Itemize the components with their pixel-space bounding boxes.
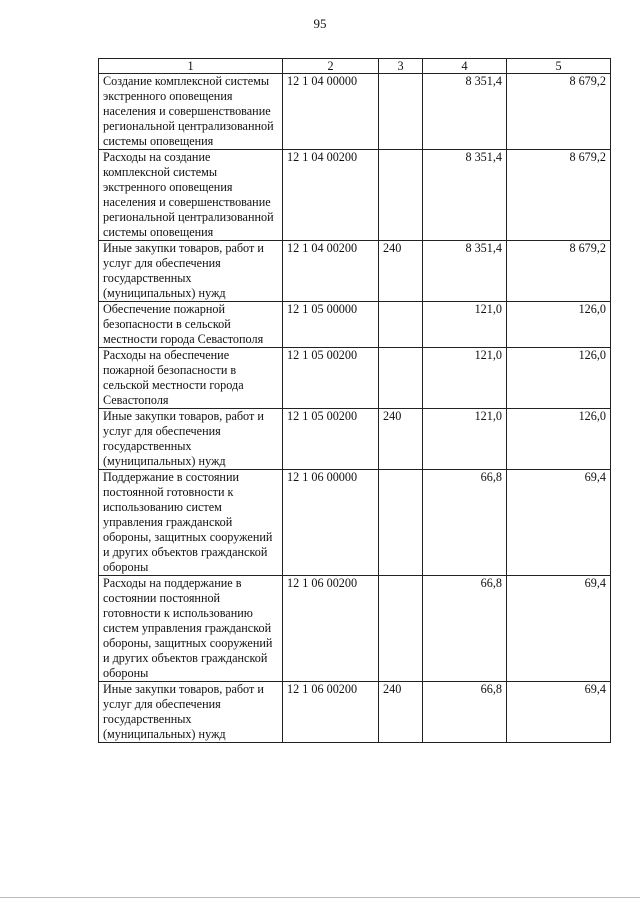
column-header: 4 xyxy=(423,59,507,74)
row-name-cell: Иные закупки товаров, работ и услуг для обеспечения государственных (муниципальных) нужд xyxy=(99,409,283,470)
row-code-cell: 12 1 05 00200 xyxy=(283,348,379,409)
row-code-cell: 12 1 04 00200 xyxy=(283,241,379,302)
row-value4-cell: 66,8 xyxy=(423,470,507,576)
budget-table xyxy=(98,58,611,743)
row-code-cell: 12 1 06 00200 xyxy=(283,682,379,743)
row-name-cell: Расходы на обеспечение пожарной безопасности в сельской местности города Севастополя xyxy=(99,348,283,409)
row-type-cell: 240 xyxy=(379,241,423,302)
row-code-cell: 12 1 06 00200 xyxy=(283,576,379,682)
row-type-cell xyxy=(379,348,423,409)
table-row xyxy=(99,576,611,682)
row-name-cell: Расходы на создание комплексной системы экстренного оповещения населения и совершенствование региональной централизованной системы оповещения xyxy=(99,150,283,241)
column-header: 2 xyxy=(283,59,379,74)
row-value5-cell: 126,0 xyxy=(507,348,611,409)
row-value5-cell: 8 679,2 xyxy=(507,150,611,241)
row-value4-cell: 121,0 xyxy=(423,302,507,348)
row-value5-cell: 69,4 xyxy=(507,576,611,682)
table-row xyxy=(99,74,611,150)
row-code-cell: 12 1 05 00200 xyxy=(283,409,379,470)
row-code-cell: 12 1 05 00000 xyxy=(283,302,379,348)
row-type-cell xyxy=(379,150,423,241)
row-type-cell xyxy=(379,74,423,150)
row-type-cell: 240 xyxy=(379,682,423,743)
table-row xyxy=(99,348,611,409)
row-value5-cell: 69,4 xyxy=(507,470,611,576)
row-type-cell xyxy=(379,302,423,348)
column-header: 5 xyxy=(507,59,611,74)
page-number: 95 xyxy=(313,16,327,31)
row-value4-cell: 121,0 xyxy=(423,348,507,409)
row-name-cell: Иные закупки товаров, работ и услуг для обеспечения государственных (муниципальных) нужд xyxy=(99,682,283,743)
row-name-cell: Иные закупки товаров, работ и услуг для обеспечения государственных (муниципальных) нужд xyxy=(99,241,283,302)
row-name-cell: Поддержание в состоянии постоянной готовности к использованию систем управления гражданской обороны, защитных сооружений и других объектов гражданской обороны xyxy=(99,470,283,576)
row-value4-cell: 8 351,4 xyxy=(423,241,507,302)
table-row xyxy=(99,150,611,241)
row-type-cell: 240 xyxy=(379,409,423,470)
row-name-cell: Создание комплексной системы экстренного оповещения населения и совершенствование региональной централизованной системы оповещения xyxy=(99,74,283,150)
row-value4-cell: 66,8 xyxy=(423,576,507,682)
row-value5-cell: 126,0 xyxy=(507,302,611,348)
column-header: 1 xyxy=(99,59,283,74)
row-value4-cell: 8 351,4 xyxy=(423,150,507,241)
row-value5-cell: 8 679,2 xyxy=(507,74,611,150)
table-row xyxy=(99,409,611,470)
row-value4-cell: 8 351,4 xyxy=(423,74,507,150)
row-value5-cell: 126,0 xyxy=(507,409,611,470)
row-value4-cell: 121,0 xyxy=(423,409,507,470)
column-header: 3 xyxy=(379,59,423,74)
table-row xyxy=(99,470,611,576)
row-name-cell: Обеспечение пожарной безопасности в сельской местности города Севастополя xyxy=(99,302,283,348)
row-value5-cell: 69,4 xyxy=(507,682,611,743)
row-type-cell xyxy=(379,470,423,576)
row-value5-cell: 8 679,2 xyxy=(507,241,611,302)
table-header-row xyxy=(99,59,611,74)
row-value4-cell: 66,8 xyxy=(423,682,507,743)
row-name-cell: Расходы на поддержание в состоянии постоянной готовности к использованию систем управления гражданской обороны, защитных сооружений и других объектов гражданской обороны xyxy=(99,576,283,682)
row-code-cell: 12 1 04 00000 xyxy=(283,74,379,150)
row-type-cell xyxy=(379,576,423,682)
row-code-cell: 12 1 06 00000 xyxy=(283,470,379,576)
table-row xyxy=(99,241,611,302)
row-code-cell: 12 1 04 00200 xyxy=(283,150,379,241)
table-row xyxy=(99,682,611,743)
table-row xyxy=(99,302,611,348)
page-edge-line xyxy=(0,897,640,898)
